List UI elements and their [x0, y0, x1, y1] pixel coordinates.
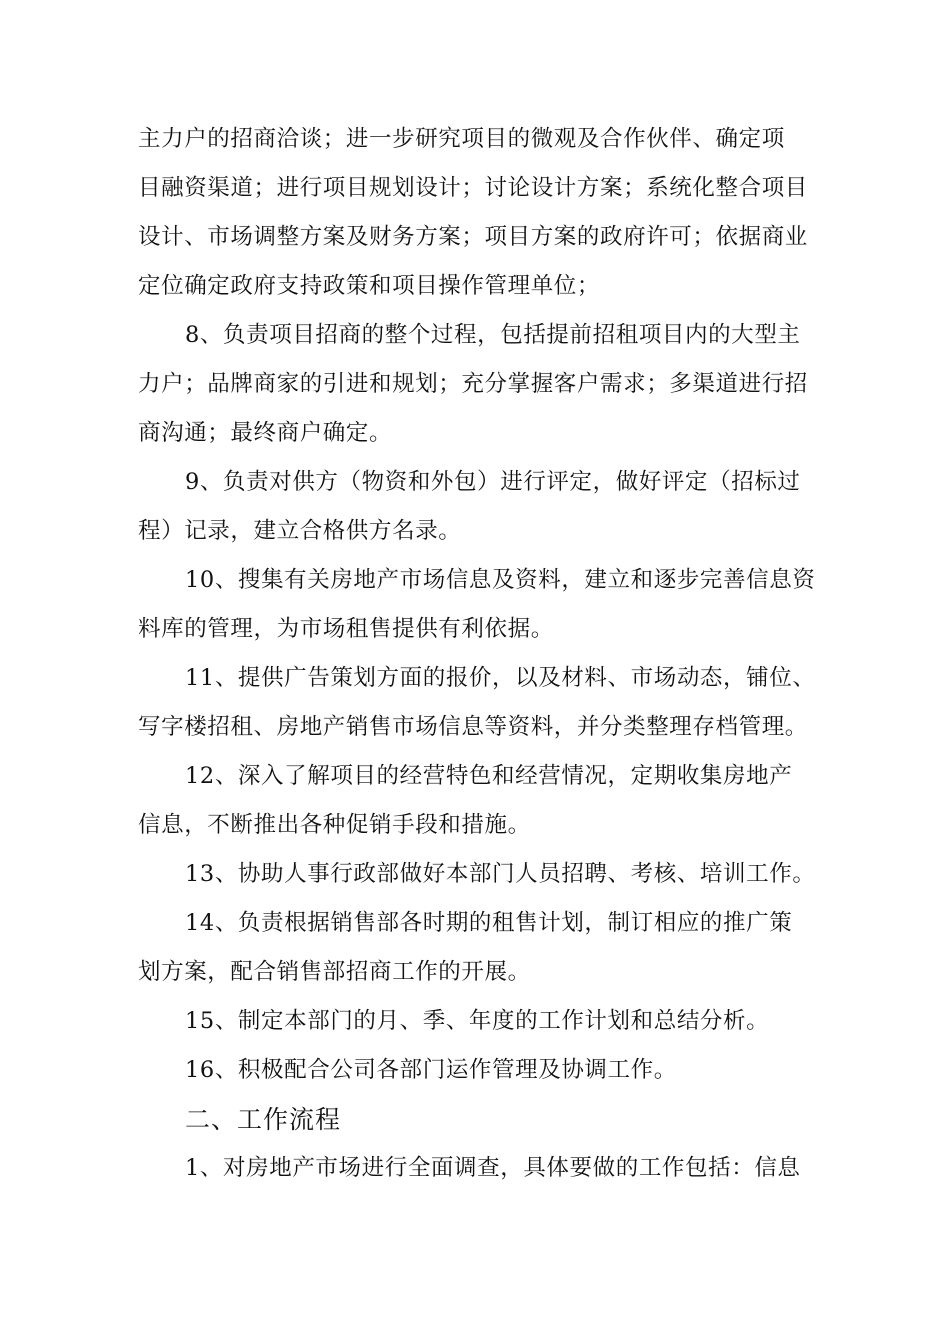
text-line: 12、深入了解项目的经营特色和经营情况，定期收集房地产: [185, 763, 793, 789]
text-line: 商沟通；最终商户确定。: [138, 420, 393, 446]
text-line: 16、积极配合公司各部门运作管理及协调工作。: [185, 1057, 677, 1083]
text-line: 8、负责项目招商的整个过程，包括提前招租项目内的大型主: [185, 322, 801, 348]
text-line: 程）记录，建立合格供方名录。: [138, 518, 462, 544]
text-line: 信息，不断推出各种促销手段和措施。: [138, 812, 531, 838]
text-line: 9、负责对供方（物资和外包）进行评定，做好评定（招标过: [185, 469, 801, 495]
text-line: 1、对房地产市场进行全面调查，具体要做的工作包括：信息: [185, 1155, 801, 1181]
text-line: 设计、市场调整方案及财务方案；项目方案的政府许可；依据商业: [138, 224, 808, 250]
text-line: 定位确定政府支持政策和项目操作管理单位；: [138, 273, 601, 299]
text-line: 14、负责根据销售部各时期的租售计划，制订相应的推广策: [185, 910, 793, 936]
text-line: 10、搜集有关房地产市场信息及资料，建立和逐步完善信息资: [185, 567, 816, 593]
text-line: 15、制定本部门的月、季、年度的工作计划和总结分析。: [185, 1008, 770, 1034]
text-line: 写字楼招租、房地产销售市场信息等资料，并分类整理存档管理。: [138, 714, 808, 740]
text-line: 11、提供广告策划方面的报价，以及材料、市场动态，铺位、: [185, 665, 816, 691]
text-line: 料库的管理，为市场租售提供有利依据。: [138, 616, 554, 642]
text-line: 主力户的招商洽谈；进一步研究项目的微观及合作伙伴、确定项: [138, 126, 785, 152]
document-body: [138, 115, 818, 1193]
text-line: 目融资渠道；进行项目规划设计；讨论设计方案；系统化整合项目: [138, 175, 808, 201]
text-line: 13、协助人事行政部做好本部门人员招聘、考核、培训工作。: [185, 861, 816, 887]
text-line: 力户；品牌商家的引进和规划；充分掌握客户需求；多渠道进行招: [138, 371, 808, 397]
text-line: 划方案，配合销售部招商工作的开展。: [138, 959, 531, 985]
section-heading: 二、工作流程: [185, 1105, 342, 1134]
